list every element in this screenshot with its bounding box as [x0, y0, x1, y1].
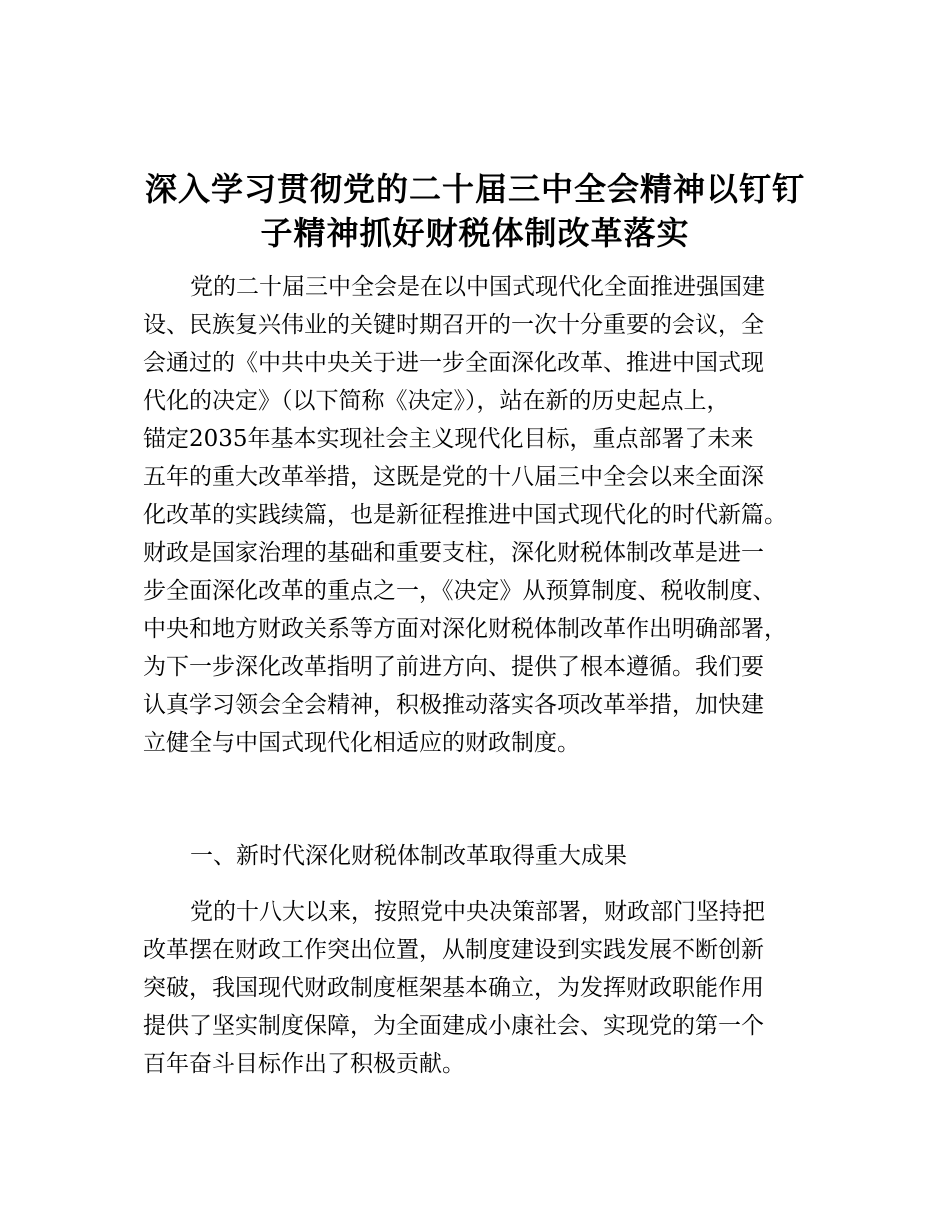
paragraph-line: 中央和地方财政关系等方面对深化财税体制改革作出明确部署， — [143, 616, 787, 642]
paragraph-line: 会通过的《中共中央关于进一步全面深化改革、推进中国式现 — [143, 350, 764, 376]
paragraph-line: 改革摆在财政工作突出位置，从制度建设到实践发展不断创新 — [143, 937, 764, 963]
paragraph-line: 步全面深化改革的重点之一，《决定》从预算制度、税收制度、 — [143, 578, 776, 604]
paragraph-line: 党的十八大以来，按照党中央决策部署，财政部门坚持把 — [190, 899, 765, 925]
paragraph-line: 为下一步深化改革指明了前进方向、提供了根本遵循。我们要 — [143, 654, 764, 680]
paragraph-line: 突破，我国现代财政制度框架基本确立，为发挥财政职能作用 — [143, 975, 764, 1001]
section-heading: 一、新时代深化财税体制改革取得重大成果 — [190, 843, 627, 869]
title-line-1: 深入学习贯彻党的二十届三中全会精神以钉钉 — [144, 170, 805, 208]
paragraph-intro — [143, 268, 823, 762]
paragraph-line: 提供了坚实制度保障，为全面建成小康社会、实现党的第一个 — [143, 1013, 764, 1039]
title-line-2: 子精神抓好财税体制改革落实 — [260, 214, 690, 252]
paragraph-line: 党的二十届三中全会是在以中国式现代化全面推进强国建 — [190, 274, 765, 300]
paragraph-line: 设、民族复兴伟业的关键时期召开的一次十分重要的会议，全 — [143, 312, 764, 338]
paragraph-achievements — [143, 893, 823, 1083]
paragraph-line: 百年奋斗目标作出了积极贡献。 — [143, 1051, 465, 1077]
paragraph-line: 化改革的实践续篇，也是新征程推进中国式现代化的时代新篇。 — [143, 502, 787, 528]
paragraph-line: 立健全与中国式现代化相适应的财政制度。 — [143, 730, 580, 756]
paragraph-line: 代化的决定》（以下简称《决定》），站在新的历史起点上， — [143, 388, 730, 414]
paragraph-line: 五年的重大改革举措，这既是党的十八届三中全会以来全面深 — [143, 464, 764, 490]
paragraph-line: 锚定2035年基本实现社会主义现代化目标，重点部署了未来 — [143, 426, 754, 452]
paragraph-line: 认真学习领会全会精神，积极推动落实各项改革举措，加快建 — [143, 692, 764, 718]
paragraph-line: 财政是国家治理的基础和重要支柱，深化财税体制改革是进一 — [143, 540, 764, 566]
